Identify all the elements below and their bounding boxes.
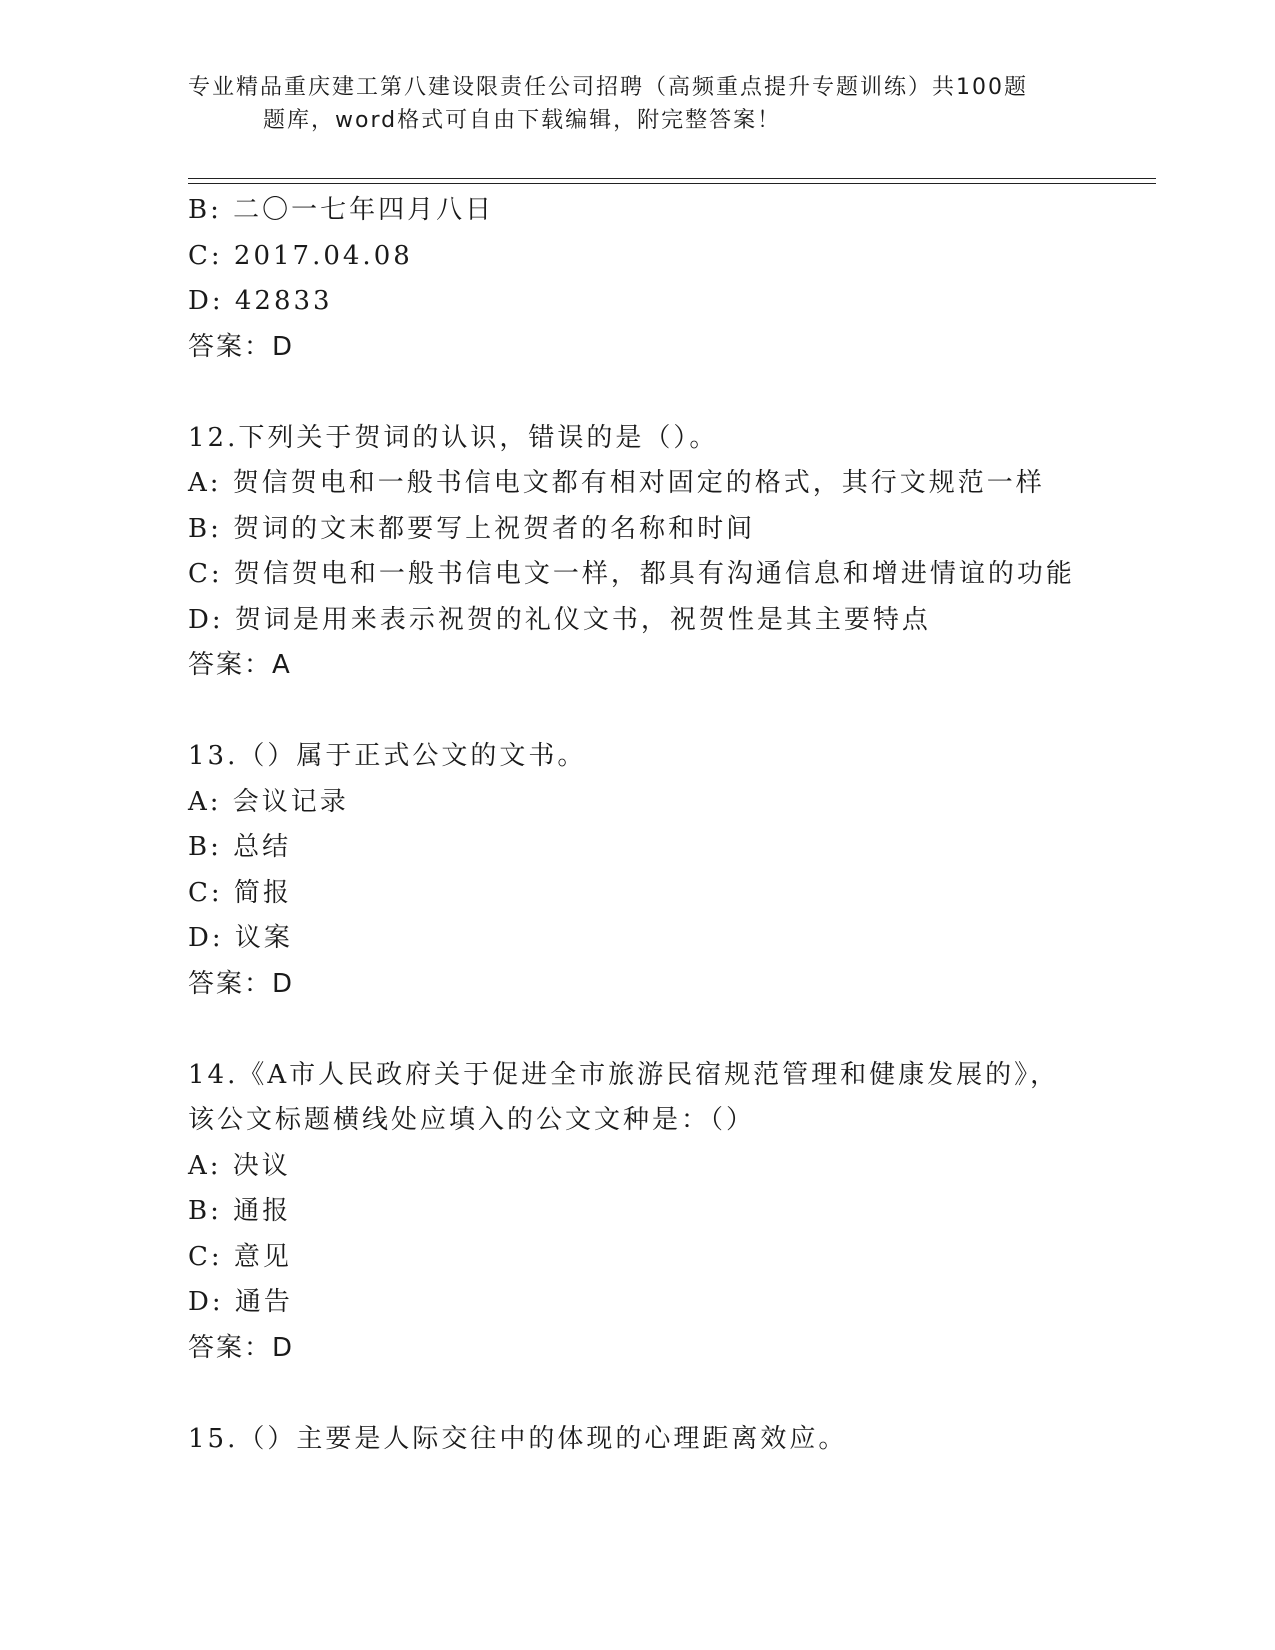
- header-rule-bottom: [188, 183, 1156, 184]
- option-c: C: 简报: [188, 877, 292, 908]
- question-stem: 15.（）主要是人际交往中的体现的心理距离效应。: [188, 1423, 848, 1454]
- header-title-line1: 专业精品重庆建工第八建设限责任公司招聘（高频重点提升专题训练）共100题: [188, 75, 1028, 100]
- question-13: [188, 734, 1156, 1007]
- answer: 答案：A: [188, 650, 292, 680]
- answer: 答案：D: [188, 968, 295, 999]
- option-b: B: 通报: [188, 1196, 292, 1226]
- answer: 答案：D: [188, 331, 295, 362]
- option-c: C: 2017.04.08: [188, 240, 413, 271]
- option-c: C: 意见: [188, 1241, 292, 1272]
- option-d: D: 通告: [188, 1287, 293, 1317]
- option-a: A: 会议记录: [188, 786, 349, 817]
- question-stem: 12.下列关于贺词的认识，错误的是（）。: [188, 422, 719, 453]
- header-rule-top: [188, 178, 1156, 179]
- answer: 答案：D: [188, 1332, 295, 1363]
- question-11-tail: [188, 188, 1156, 370]
- question-stem-line2: 该公文标题横线处应填入的公文文种是：（）: [188, 1105, 756, 1135]
- option-c: C: 贺信贺电和一般书信电文一样，都具有沟通信息和增进情谊的功能: [188, 559, 1075, 589]
- option-b: B: 总结: [188, 832, 292, 862]
- question-stem: 13.（）属于正式公文的文书。: [188, 741, 587, 771]
- question-list: [188, 188, 1156, 1462]
- option-d: D: 42833: [188, 286, 333, 316]
- question-12: [188, 416, 1156, 689]
- option-b: B: 贺词的文末都要写上祝贺者的名称和时间: [188, 513, 756, 544]
- question-14: [188, 1053, 1156, 1372]
- question-stem-line1: 14.《A市人民政府关于促进全市旅游民宿规范管理和健康发展的》，: [188, 1059, 1060, 1090]
- option-b: B: 二〇一七年四月八日: [188, 195, 495, 225]
- option-d: D: 议案: [188, 923, 293, 953]
- option-a: A: 贺信贺电和一般书信电文都有相对固定的格式，其行文规范一样: [188, 468, 1045, 498]
- question-15: [188, 1417, 1156, 1463]
- header-title-line2: 题库，word格式可自由下载编辑，附完整答案！: [263, 108, 782, 133]
- option-d: D: 贺词是用来表示祝贺的礼仪文书，祝贺性是其主要特点: [188, 604, 931, 635]
- option-a: A: 决议: [188, 1150, 291, 1181]
